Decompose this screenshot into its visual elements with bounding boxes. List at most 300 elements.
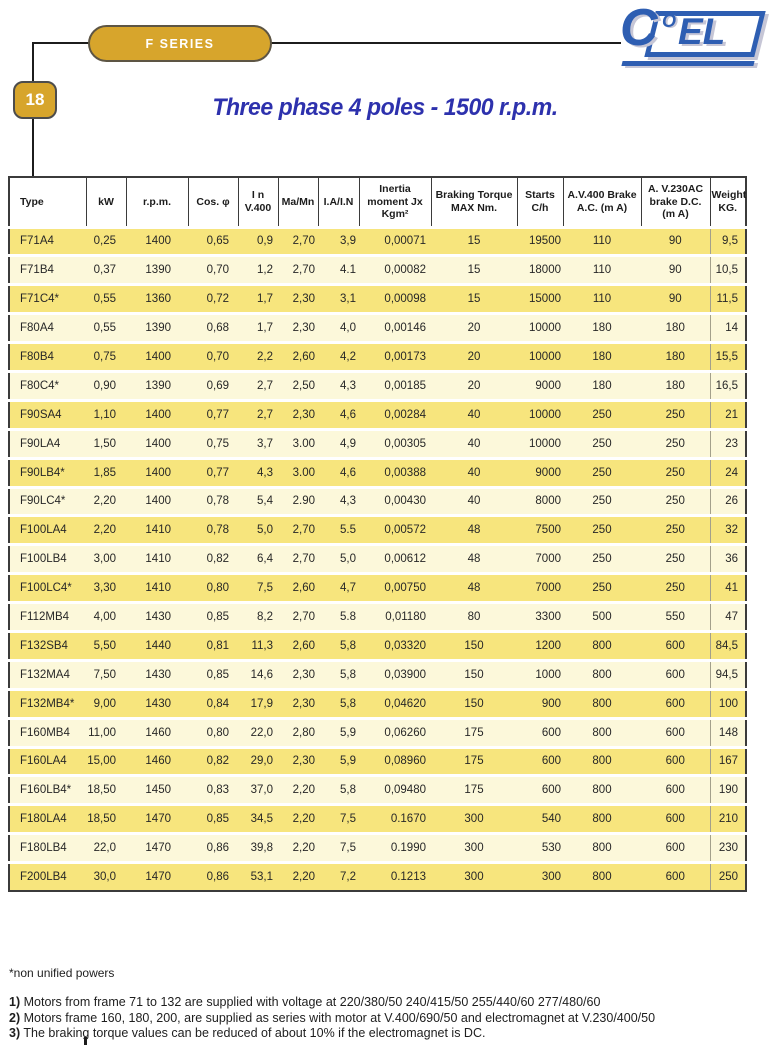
value-cell: 1460 xyxy=(126,718,188,747)
value-cell: 84,5 xyxy=(710,631,746,660)
value-cell: 0.1990 xyxy=(359,834,431,863)
value-cell: 2,20 xyxy=(278,805,318,834)
value-cell: 1430 xyxy=(126,689,188,718)
table-row xyxy=(9,660,746,689)
value-cell: 0,03900 xyxy=(359,660,431,689)
value-cell: 600 xyxy=(641,834,710,863)
value-cell: 0,90 xyxy=(86,371,126,400)
value-cell: 4,00 xyxy=(86,603,126,632)
value-cell: 5,8 xyxy=(318,776,359,805)
value-cell: 2,70 xyxy=(278,256,318,285)
type-cell: F160LB4* xyxy=(9,776,86,805)
value-cell: 7,50 xyxy=(86,660,126,689)
table-row xyxy=(9,400,746,429)
table-row xyxy=(9,487,746,516)
value-cell: 230 xyxy=(710,834,746,863)
value-cell: 7,5 xyxy=(318,834,359,863)
value-cell: 2,7 xyxy=(238,371,278,400)
value-cell: 0,00612 xyxy=(359,545,431,574)
value-cell: 0,9 xyxy=(238,227,278,256)
value-cell: 0,00146 xyxy=(359,314,431,343)
value-cell: 40 xyxy=(431,429,517,458)
value-cell: 2,20 xyxy=(86,487,126,516)
column-header: Starts C/h xyxy=(517,177,563,227)
value-cell: 30,0 xyxy=(86,863,126,892)
value-cell: 90 xyxy=(641,227,710,256)
value-cell: 300 xyxy=(431,805,517,834)
value-cell: 1000 xyxy=(517,660,563,689)
value-cell: 0,68 xyxy=(188,314,238,343)
value-cell: 2,70 xyxy=(278,516,318,545)
value-cell: 1200 xyxy=(517,631,563,660)
value-cell: 0,00185 xyxy=(359,371,431,400)
value-cell: 29,0 xyxy=(238,747,278,776)
page-number-badge xyxy=(13,81,57,119)
type-cell: F71C4* xyxy=(9,285,86,314)
value-cell: 2,30 xyxy=(278,660,318,689)
value-cell: 100 xyxy=(710,689,746,718)
value-cell: 2,60 xyxy=(278,574,318,603)
value-cell: 250 xyxy=(641,516,710,545)
table-row xyxy=(9,805,746,834)
asterisk-note: *non unified powers xyxy=(9,966,115,980)
value-cell: 40 xyxy=(431,458,517,487)
type-cell: F112MB4 xyxy=(9,603,86,632)
value-cell: 7,2 xyxy=(318,863,359,892)
value-cell: 148 xyxy=(710,718,746,747)
footnote-number: 1) xyxy=(9,995,21,1009)
value-cell: 1430 xyxy=(126,660,188,689)
table-row xyxy=(9,631,746,660)
value-cell: 110 xyxy=(563,256,641,285)
value-cell: 0,00284 xyxy=(359,400,431,429)
value-cell: 2,70 xyxy=(278,227,318,256)
value-cell: 250 xyxy=(563,574,641,603)
value-cell: 0,00082 xyxy=(359,256,431,285)
value-cell: 1,2 xyxy=(238,256,278,285)
value-cell: 17,9 xyxy=(238,689,278,718)
value-cell: 6,4 xyxy=(238,545,278,574)
type-cell: F90LC4* xyxy=(9,487,86,516)
coel-logo-underline xyxy=(621,61,754,66)
footnote xyxy=(9,1026,655,1042)
column-header: Type xyxy=(9,177,86,227)
value-cell: 250 xyxy=(641,400,710,429)
type-cell: F132MB4* xyxy=(9,689,86,718)
value-cell: 800 xyxy=(563,718,641,747)
value-cell: 47 xyxy=(710,603,746,632)
value-cell: 0,00173 xyxy=(359,343,431,372)
table-row xyxy=(9,545,746,574)
value-cell: 0,69 xyxy=(188,371,238,400)
value-cell: 4,2 xyxy=(318,343,359,372)
type-cell: F90LB4* xyxy=(9,458,86,487)
value-cell: 5,9 xyxy=(318,747,359,776)
value-cell: 11,5 xyxy=(710,285,746,314)
value-cell: 18,50 xyxy=(86,776,126,805)
value-cell: 1390 xyxy=(126,314,188,343)
value-cell: 1410 xyxy=(126,574,188,603)
coel-logo xyxy=(620,0,765,66)
value-cell: 10,5 xyxy=(710,256,746,285)
value-cell: 0,06260 xyxy=(359,718,431,747)
value-cell: 540 xyxy=(517,805,563,834)
value-cell: 0,00071 xyxy=(359,227,431,256)
value-cell: 2,50 xyxy=(278,371,318,400)
value-cell: 150 xyxy=(431,689,517,718)
value-cell: 4,3 xyxy=(318,487,359,516)
value-cell: 7000 xyxy=(517,545,563,574)
value-cell: 0,83 xyxy=(188,776,238,805)
value-cell: 600 xyxy=(641,805,710,834)
value-cell: 0,77 xyxy=(188,458,238,487)
column-header: Ma/Mn xyxy=(278,177,318,227)
value-cell: 0,77 xyxy=(188,400,238,429)
footnote-text: Motors from frame 71 to 132 are supplied with voltage at 220/380/50 240/415/50 255/440/60 277/480/60 xyxy=(23,995,601,1009)
value-cell: 8000 xyxy=(517,487,563,516)
value-cell: 20 xyxy=(431,343,517,372)
value-cell: 0,85 xyxy=(188,603,238,632)
value-cell: 2,7 xyxy=(238,400,278,429)
value-cell: 22,0 xyxy=(238,718,278,747)
value-cell: 15 xyxy=(431,256,517,285)
value-cell: 4,3 xyxy=(238,458,278,487)
motor-spec-table xyxy=(8,176,747,892)
type-cell: F180LA4 xyxy=(9,805,86,834)
value-cell: 300 xyxy=(431,863,517,892)
value-cell: 0.1670 xyxy=(359,805,431,834)
value-cell: 1400 xyxy=(126,429,188,458)
footnotes xyxy=(9,995,655,1042)
value-cell: 3.00 xyxy=(278,429,318,458)
value-cell: 150 xyxy=(431,631,517,660)
value-cell: 2,60 xyxy=(278,343,318,372)
value-cell: 0,80 xyxy=(188,574,238,603)
value-cell: 500 xyxy=(563,603,641,632)
type-cell: F132SB4 xyxy=(9,631,86,660)
value-cell: 2,20 xyxy=(278,834,318,863)
value-cell: 3,00 xyxy=(86,545,126,574)
value-cell: 180 xyxy=(563,343,641,372)
type-cell: F80B4 xyxy=(9,343,86,372)
value-cell: 0,70 xyxy=(188,256,238,285)
value-cell: 5,8 xyxy=(318,631,359,660)
value-cell: 94,5 xyxy=(710,660,746,689)
table-row xyxy=(9,718,746,747)
table-row xyxy=(9,574,746,603)
value-cell: 1400 xyxy=(126,458,188,487)
value-cell: 4,6 xyxy=(318,458,359,487)
header-row xyxy=(9,177,746,227)
value-cell: 1410 xyxy=(126,516,188,545)
value-cell: 0,00430 xyxy=(359,487,431,516)
type-cell: F80C4* xyxy=(9,371,86,400)
value-cell: 4,3 xyxy=(318,371,359,400)
value-cell: 300 xyxy=(517,863,563,892)
value-cell: 48 xyxy=(431,545,517,574)
column-header: r.p.m. xyxy=(126,177,188,227)
value-cell: 250 xyxy=(641,545,710,574)
value-cell: 0,04620 xyxy=(359,689,431,718)
value-cell: 2,20 xyxy=(86,516,126,545)
table-row xyxy=(9,689,746,718)
value-cell: 0,09480 xyxy=(359,776,431,805)
value-cell: 1470 xyxy=(126,834,188,863)
value-cell: 2,30 xyxy=(278,285,318,314)
value-cell: 15,5 xyxy=(710,343,746,372)
value-cell: 7,5 xyxy=(318,805,359,834)
value-cell: 600 xyxy=(641,776,710,805)
value-cell: 0,25 xyxy=(86,227,126,256)
value-cell: 0,01180 xyxy=(359,603,431,632)
value-cell: 250 xyxy=(563,458,641,487)
value-cell: 0,65 xyxy=(188,227,238,256)
value-cell: 600 xyxy=(517,747,563,776)
value-cell: 36 xyxy=(710,545,746,574)
type-cell: F132MA4 xyxy=(9,660,86,689)
value-cell: 1390 xyxy=(126,256,188,285)
value-cell: 80 xyxy=(431,603,517,632)
value-cell: 4,6 xyxy=(318,400,359,429)
value-cell: 9,00 xyxy=(86,689,126,718)
value-cell: 18,50 xyxy=(86,805,126,834)
table-row xyxy=(9,371,746,400)
value-cell: 7000 xyxy=(517,574,563,603)
value-cell: 1,7 xyxy=(238,314,278,343)
value-cell: 48 xyxy=(431,516,517,545)
value-cell: 0,78 xyxy=(188,516,238,545)
type-cell: F90SA4 xyxy=(9,400,86,429)
column-header: I.A/I.N xyxy=(318,177,359,227)
value-cell: 2,30 xyxy=(278,747,318,776)
value-cell: 4.1 xyxy=(318,256,359,285)
value-cell: 39,8 xyxy=(238,834,278,863)
value-cell: 600 xyxy=(641,631,710,660)
value-cell: 800 xyxy=(563,834,641,863)
footnote-text: The braking torque values can be reduced of about 10% if the electromagnet is DC. xyxy=(23,1026,486,1040)
type-cell: F71B4 xyxy=(9,256,86,285)
value-cell: 167 xyxy=(710,747,746,776)
value-cell: 900 xyxy=(517,689,563,718)
value-cell: 0,37 xyxy=(86,256,126,285)
value-cell: 250 xyxy=(710,863,746,892)
series-tab xyxy=(88,25,272,62)
type-cell: F200LB4 xyxy=(9,863,86,892)
value-cell: 0,00388 xyxy=(359,458,431,487)
value-cell: 1,85 xyxy=(86,458,126,487)
value-cell: 5,8 xyxy=(318,660,359,689)
table-row xyxy=(9,747,746,776)
value-cell: 0,85 xyxy=(188,660,238,689)
table-row xyxy=(9,603,746,632)
value-cell: 150 xyxy=(431,660,517,689)
value-cell: 180 xyxy=(563,314,641,343)
value-cell: 0,75 xyxy=(86,343,126,372)
value-cell: 15 xyxy=(431,227,517,256)
value-cell: 9000 xyxy=(517,371,563,400)
type-cell: F100LB4 xyxy=(9,545,86,574)
type-cell: F180LB4 xyxy=(9,834,86,863)
value-cell: 3,30 xyxy=(86,574,126,603)
value-cell: 2,30 xyxy=(278,400,318,429)
value-cell: 250 xyxy=(641,458,710,487)
value-cell: 250 xyxy=(641,574,710,603)
value-cell: 4,9 xyxy=(318,429,359,458)
value-cell: 7,5 xyxy=(238,574,278,603)
value-cell: 1470 xyxy=(126,805,188,834)
value-cell: 250 xyxy=(641,487,710,516)
value-cell: 10000 xyxy=(517,400,563,429)
value-cell: 3,9 xyxy=(318,227,359,256)
value-cell: 600 xyxy=(641,863,710,892)
coel-logo-letter-c: C xyxy=(620,0,658,57)
value-cell: 180 xyxy=(641,371,710,400)
value-cell: 5,50 xyxy=(86,631,126,660)
table-row xyxy=(9,458,746,487)
value-cell: 3300 xyxy=(517,603,563,632)
column-header: A. V.230AC brake D.C. (m A) xyxy=(641,177,710,227)
value-cell: 1460 xyxy=(126,747,188,776)
value-cell: 550 xyxy=(641,603,710,632)
value-cell: 15,00 xyxy=(86,747,126,776)
value-cell: 0,70 xyxy=(188,343,238,372)
value-cell: 5,9 xyxy=(318,718,359,747)
value-cell: 110 xyxy=(563,285,641,314)
value-cell: 18000 xyxy=(517,256,563,285)
value-cell: 800 xyxy=(563,805,641,834)
value-cell: 15000 xyxy=(517,285,563,314)
value-cell: 37,0 xyxy=(238,776,278,805)
footnote-text: Motors frame 160, 180, 200, are supplied as series with motor at V.400/690/50 and electromagnet at V.230/400/50 xyxy=(23,1010,656,1025)
table-row xyxy=(9,429,746,458)
table-body xyxy=(9,227,746,891)
type-cell: F100LC4* xyxy=(9,574,86,603)
value-cell: 15 xyxy=(431,285,517,314)
value-cell: 180 xyxy=(563,371,641,400)
value-cell: 1400 xyxy=(126,487,188,516)
value-cell: 0,84 xyxy=(188,689,238,718)
value-cell: 1400 xyxy=(126,400,188,429)
value-cell: 90 xyxy=(641,285,710,314)
table-row xyxy=(9,343,746,372)
value-cell: 175 xyxy=(431,718,517,747)
value-cell: 9000 xyxy=(517,458,563,487)
value-cell: 2,20 xyxy=(278,776,318,805)
value-cell: 3,7 xyxy=(238,429,278,458)
value-cell: 0,86 xyxy=(188,834,238,863)
value-cell: 0,00098 xyxy=(359,285,431,314)
value-cell: 0,82 xyxy=(188,747,238,776)
type-cell: F160LA4 xyxy=(9,747,86,776)
value-cell: 10000 xyxy=(517,314,563,343)
table-row xyxy=(9,314,746,343)
value-cell: 800 xyxy=(563,631,641,660)
table-row xyxy=(9,227,746,256)
column-header: Braking Torque MAX Nm. xyxy=(431,177,517,227)
value-cell: 5,0 xyxy=(238,516,278,545)
column-header: I n V.400 xyxy=(238,177,278,227)
value-cell: 8,2 xyxy=(238,603,278,632)
value-cell: 1450 xyxy=(126,776,188,805)
value-cell: 41 xyxy=(710,574,746,603)
value-cell: 0,75 xyxy=(188,429,238,458)
table-row xyxy=(9,834,746,863)
value-cell: 180 xyxy=(641,314,710,343)
value-cell: 3,1 xyxy=(318,285,359,314)
value-cell: 530 xyxy=(517,834,563,863)
value-cell: 5.8 xyxy=(318,603,359,632)
type-cell: F80A4 xyxy=(9,314,86,343)
value-cell: 800 xyxy=(563,776,641,805)
value-cell: 0,86 xyxy=(188,863,238,892)
value-cell: 0,72 xyxy=(188,285,238,314)
table-row xyxy=(9,256,746,285)
value-cell: 4,0 xyxy=(318,314,359,343)
value-cell: 1400 xyxy=(126,343,188,372)
value-cell: 250 xyxy=(563,487,641,516)
value-cell: 1,7 xyxy=(238,285,278,314)
value-cell: 800 xyxy=(563,689,641,718)
value-cell: 800 xyxy=(563,863,641,892)
value-cell: 600 xyxy=(641,689,710,718)
value-cell: 1360 xyxy=(126,285,188,314)
value-cell: 2,30 xyxy=(278,314,318,343)
value-cell: 34,5 xyxy=(238,805,278,834)
value-cell: 21 xyxy=(710,400,746,429)
value-cell: 2,20 xyxy=(278,863,318,892)
value-cell: 2,60 xyxy=(278,631,318,660)
page-title: Three phase 4 poles - 1500 r.p.m. xyxy=(212,94,558,121)
column-header: A.V.400 Brake A.C. (m A) xyxy=(563,177,641,227)
type-cell: F160MB4 xyxy=(9,718,86,747)
value-cell: 3.00 xyxy=(278,458,318,487)
value-cell: 0,55 xyxy=(86,285,126,314)
value-cell: 110 xyxy=(563,227,641,256)
value-cell: 0,80 xyxy=(188,718,238,747)
value-cell: 1410 xyxy=(126,545,188,574)
value-cell: 10000 xyxy=(517,343,563,372)
value-cell: 1440 xyxy=(126,631,188,660)
value-cell: 22,0 xyxy=(86,834,126,863)
value-cell: 0,55 xyxy=(86,314,126,343)
value-cell: 175 xyxy=(431,747,517,776)
value-cell: 2,80 xyxy=(278,718,318,747)
value-cell: 19500 xyxy=(517,227,563,256)
column-header: Cos. φ xyxy=(188,177,238,227)
value-cell: 180 xyxy=(641,343,710,372)
column-header: Weight KG. xyxy=(710,177,746,227)
footnote xyxy=(9,1011,655,1027)
value-cell: 26 xyxy=(710,487,746,516)
value-cell: 24 xyxy=(710,458,746,487)
value-cell: 53,1 xyxy=(238,863,278,892)
value-cell: 300 xyxy=(431,834,517,863)
value-cell: 600 xyxy=(517,776,563,805)
value-cell: 2,2 xyxy=(238,343,278,372)
column-header: kW xyxy=(86,177,126,227)
value-cell: 1,10 xyxy=(86,400,126,429)
value-cell: 1390 xyxy=(126,371,188,400)
value-cell: 2.90 xyxy=(278,487,318,516)
value-cell: 600 xyxy=(517,718,563,747)
table-row xyxy=(9,516,746,545)
value-cell: 14 xyxy=(710,314,746,343)
series-tab-label: F SERIES xyxy=(145,36,215,51)
value-cell: 1400 xyxy=(126,227,188,256)
value-cell: 11,3 xyxy=(238,631,278,660)
value-cell: 0.1213 xyxy=(359,863,431,892)
table-row xyxy=(9,776,746,805)
